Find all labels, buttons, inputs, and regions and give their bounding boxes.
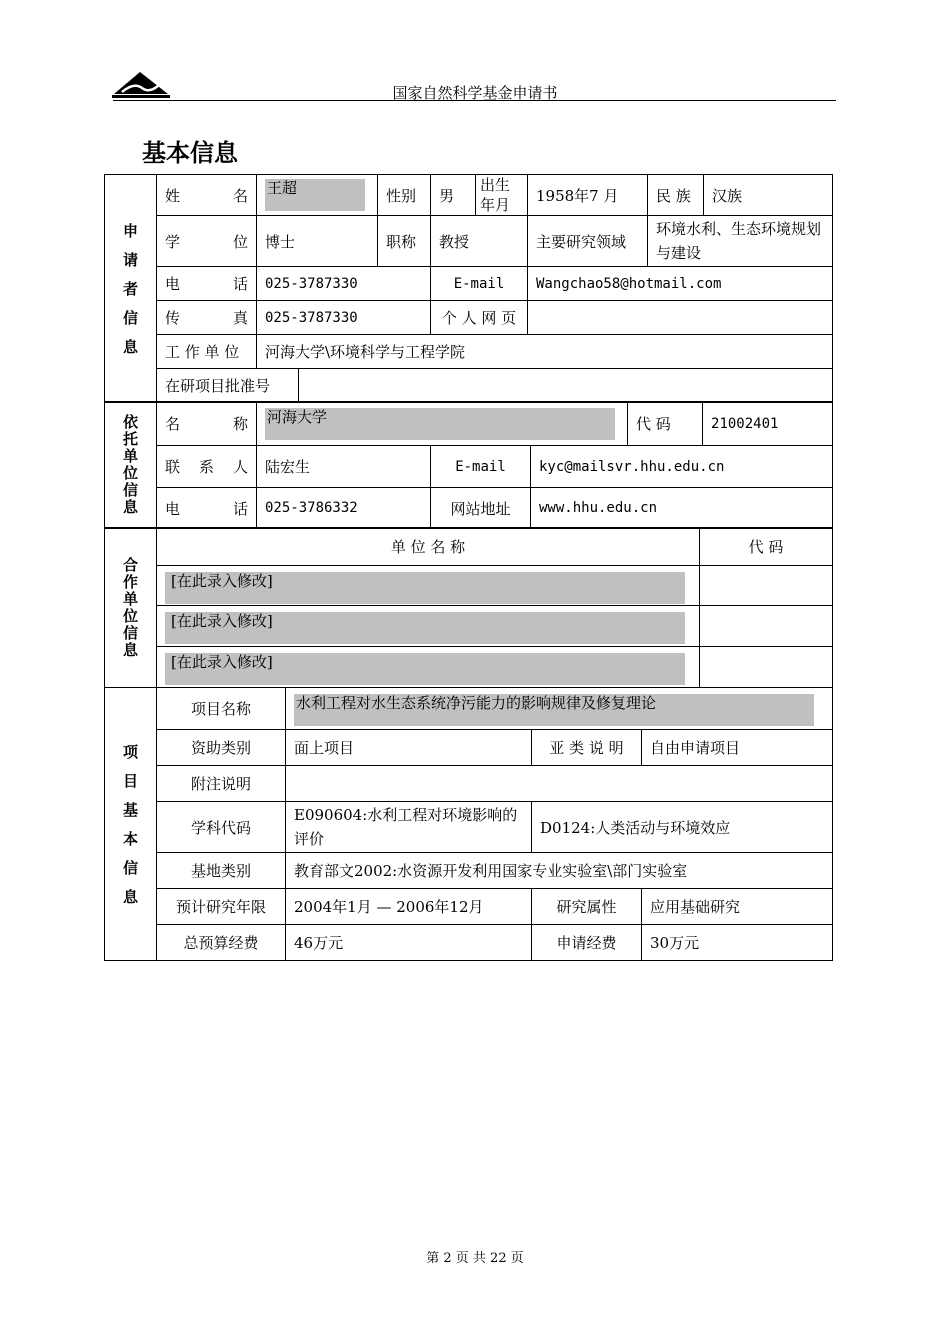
homepage-value[interactable] (528, 301, 833, 335)
host-email-value[interactable]: kyc@mailsvr.hhu.edu.cn (531, 446, 833, 488)
host-website-label: 网站地址 (431, 488, 531, 529)
host-phone-value[interactable]: 025-3786332 (257, 488, 431, 529)
fax-label: 传 真 (157, 301, 257, 335)
requested-value[interactable]: 30万元 (642, 925, 833, 961)
page-footer: 第 2 页 共 22 页 (426, 1251, 524, 1266)
applicant-side-label: 申 请 者 信 息 (105, 175, 157, 403)
partners-side-label: 合 作 单 位 信 息 (105, 528, 157, 688)
base-value[interactable]: 教育部文2002:水资源开发利用国家专业实验室\部门实验室 (286, 853, 833, 889)
partner-row (105, 606, 833, 647)
subclass-label: 亚 类 说 明 (532, 730, 642, 766)
phone-label: 电 话 (157, 267, 257, 301)
host-email-label: E-mail (431, 446, 531, 488)
partner-name-cell[interactable] (157, 647, 700, 688)
partner-code-header: 代 码 (700, 528, 833, 566)
gender-value[interactable]: 男 (431, 175, 476, 216)
period-value[interactable]: 2004年1月 — 2006年12月 (286, 889, 532, 925)
host-contact-value[interactable]: 陆宏生 (257, 446, 431, 488)
degree-label: 学 位 (157, 216, 257, 267)
project-no-row (157, 369, 833, 403)
research-value[interactable]: 环境水利、生态环境规划与建设 (648, 216, 833, 267)
host-side-label: 依 托 单 位 信 息 (105, 402, 157, 529)
host-website-value[interactable]: www.hhu.edu.cn (531, 488, 833, 529)
subclass-value[interactable]: 自由申请项目 (642, 730, 833, 766)
name-cell[interactable] (257, 175, 378, 216)
host-code-label: 代 码 (628, 402, 703, 446)
birth-value[interactable]: 1958年7 月 (528, 175, 648, 216)
partner-row (105, 566, 833, 606)
discipline-primary[interactable]: E090604:水利工程对环境影响的评价 (286, 802, 532, 853)
host-name-cell[interactable] (257, 402, 628, 446)
homepage-label: 个 人 网 页 (431, 301, 528, 335)
degree-value[interactable]: 博士 (257, 216, 378, 267)
budget-value[interactable]: 46万元 (286, 925, 532, 961)
partner-name-header: 单 位 名 称 (157, 528, 700, 566)
partner-name[interactable]: [在此录入修改] (165, 612, 685, 644)
title-label: 职称 (378, 216, 431, 267)
funding-label: 资助类别 (157, 730, 286, 766)
partner-name[interactable]: [在此录入修改] (165, 572, 685, 604)
birth-label: 出生年月 (476, 175, 528, 216)
host-contact-label: 联 系 人 (157, 446, 257, 488)
partner-name-cell[interactable] (157, 606, 700, 647)
project-name-cell[interactable] (286, 688, 833, 730)
partner-name-cell[interactable] (157, 566, 700, 606)
partner-row (105, 647, 833, 688)
employer-value[interactable]: 河海大学\环境科学与工程学院 (257, 335, 833, 369)
project-table (104, 687, 833, 961)
discipline-secondary[interactable]: D0124:人类活动与环境效应 (532, 802, 833, 853)
fax-value[interactable]: 025-3787330 (257, 301, 431, 335)
attribute-label: 研究属性 (532, 889, 642, 925)
host-name-label: 名 称 (157, 402, 257, 446)
host-name[interactable]: 河海大学 (265, 408, 615, 440)
attribute-value[interactable]: 应用基础研究 (642, 889, 833, 925)
research-label: 主要研究领域 (528, 216, 648, 267)
ethnicity-label: 民 族 (648, 175, 704, 216)
email-label: E-mail (431, 267, 528, 301)
requested-label: 申请经费 (532, 925, 642, 961)
applicant-name[interactable]: 王超 (265, 179, 365, 211)
partner-name[interactable]: [在此录入修改] (165, 653, 685, 685)
partner-code[interactable] (700, 566, 833, 606)
project-name-label: 项目名称 (157, 688, 286, 730)
header-rule (113, 100, 836, 101)
title-value[interactable]: 教授 (431, 216, 528, 267)
applicant-table (104, 174, 833, 403)
host-phone-label: 电 话 (157, 488, 257, 529)
name-label: 姓 名 (157, 175, 257, 216)
project-no-value[interactable] (298, 369, 832, 402)
budget-label: 总预算经费 (157, 925, 286, 961)
section-title: 基本信息 (142, 139, 238, 167)
ethnicity-value[interactable]: 汉族 (704, 175, 833, 216)
note-value[interactable] (286, 766, 833, 802)
employer-label: 工 作 单 位 (157, 335, 257, 369)
partners-table (104, 527, 833, 688)
base-label: 基地类别 (157, 853, 286, 889)
header-title: 国家自然科学基金申请书 (392, 84, 558, 102)
partner-code[interactable] (700, 606, 833, 647)
note-label: 附注说明 (157, 766, 286, 802)
project-name[interactable]: 水利工程对水生态系统净污能力的影响规律及修复理论 (294, 694, 814, 726)
host-code-value[interactable]: 21002401 (703, 402, 833, 446)
discipline-label: 学科代码 (157, 802, 286, 853)
partner-code[interactable] (700, 647, 833, 688)
project-no-label: 在研项目批准号 (157, 369, 298, 402)
project-side-label: 项 目 基 本 信 息 (105, 688, 157, 961)
host-table (104, 401, 833, 529)
email-value[interactable]: Wangchao58@hotmail.com (528, 267, 833, 301)
period-label: 预计研究年限 (157, 889, 286, 925)
gender-label: 性别 (378, 175, 431, 216)
funding-value[interactable]: 面上项目 (286, 730, 532, 766)
phone-value[interactable]: 025-3787330 (257, 267, 431, 301)
